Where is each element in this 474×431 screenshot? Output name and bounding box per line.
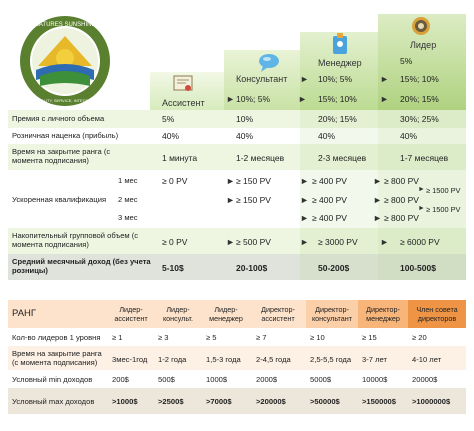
certificate-icon [172,74,194,94]
cell-value: ≥ 20 [412,333,427,342]
cell-value: >20000$ [256,397,286,406]
arrow-icon: ► [373,213,382,223]
cell-value: 3мес-1год [112,355,148,364]
cell-value: 40% [162,131,180,141]
cell-value: 5000$ [310,375,332,384]
stair-value: 10%; 5% [236,94,271,104]
row-label: Накопительный групповой объем (с момента подписания) [12,231,139,249]
level-assistant: Ассистент [162,98,205,108]
arrow-icon: ► [298,94,307,104]
rank-label: РАНГ [12,308,37,319]
arrow-icon: ► [418,186,425,193]
cell-value: >1000000$ [412,397,451,406]
svg-text:NATURES SUNSHINE: NATURES SUNSHINE [34,22,96,28]
arrow-icon: ► [300,213,309,223]
stair-value: 10%; 5% [318,74,353,84]
cell-value: >150000$ [362,397,396,406]
arrow-icon: ► [418,205,425,212]
cell-value: 20-100$ [236,263,268,273]
cell-value: 1-2 месяцев [236,153,285,163]
arrow-icon: ► [300,176,309,186]
cell-value: ≥ 800 PV [384,176,419,186]
rank-header: Лидер-менеджер [209,305,243,323]
natures-sunshine-logo [18,14,112,108]
cell-value: 20000$ [412,375,438,384]
cell-value: 2-3 месяцев [318,153,367,163]
cell-value: 100-500$ [400,263,436,273]
cell-value: 5-10$ [162,263,184,273]
cell-value: ≥ 500 PV [236,237,271,247]
cell-value: 1000$ [206,375,228,384]
cell-value: 5% [162,114,175,124]
cell-value: 1 минута [162,153,198,163]
cell-value: ≥ 400 PV [312,176,347,186]
arrow-icon: ► [226,237,235,247]
cell-value: 3-7 лет [362,355,387,364]
cell-value: ≥ 5 [206,333,217,342]
month-label: 1 мес [118,176,138,185]
cell-value: ≥ 10 [310,333,325,342]
rank-header: Лидер-консульт. [162,305,194,323]
rank-header: Директор-менеджер [366,305,400,323]
cell-value: ≥ 3 [158,333,169,342]
rank-header: Член совета директоров [416,305,458,323]
id-badge-icon [332,33,348,55]
rank-header: Лидер-ассистент [114,305,148,323]
stair-value: 5% [400,56,413,66]
cell-value: 2000$ [256,375,278,384]
cell-value: 1-7 месяцев [400,153,449,163]
speech-bubble-icon [257,53,281,73]
cell-value: 10% [236,114,254,124]
row-label: Премия с личного объема [12,114,105,123]
rank-header: Директор-ассистент [261,305,295,323]
cell-value: ≥ 0 PV [162,176,188,186]
cell-value: >50000$ [310,397,340,406]
cell-value: ≥ 15 [362,333,377,342]
month-label: 2 мес [118,195,138,204]
arrow-icon: ► [373,176,382,186]
row-label: Ускоренная квалификация [12,195,107,204]
cell-value: 40% [236,131,254,141]
cell-value: 40% [400,131,418,141]
cell-value: ≥ 6000 PV [400,237,440,247]
cell-value: ≥ 1500 PV [426,205,461,214]
row-label: Время на закрытие ранга (с момента подписания) [12,349,102,367]
cell-value: ≥ 7 [256,333,267,342]
arrow-icon: ► [300,74,309,84]
cell-value: ≥ 800 PV [384,213,419,223]
stair-value: 20%; 15% [400,94,439,104]
arrow-icon: ► [226,94,235,104]
cell-value: ≥ 150 PV [236,195,271,205]
gear-badge-icon [410,15,432,37]
cell-value: ≥ 400 PV [312,195,347,205]
arrow-icon: ► [300,237,309,247]
cell-value: 4-10 лет [412,355,442,364]
arrow-icon: ► [380,74,389,84]
cell-value: 40% [318,131,336,141]
row-label: Условный max доходов [12,397,95,406]
cell-value: 1-2 года [158,355,187,364]
cell-value: >7000$ [206,397,232,406]
row-label: Розничная наценка (прибыль) [12,131,119,140]
cell-value: ≥ 3000 PV [318,237,358,247]
row-label: Средний месячный доход (без учета розницы) [12,257,151,275]
rank-header: Директор-консультант [311,305,353,323]
arrow-icon: ► [226,195,235,205]
cell-value: 200$ [112,375,129,384]
arrow-icon: ► [380,94,389,104]
cell-value: 30%; 25% [400,114,439,124]
svg-text:QUALITY, SERVICE, INTEGRITY: QUALITY, SERVICE, INTEGRITY [35,98,95,103]
row-label: Условный min доходов [12,375,93,384]
cell-value: ≥ 400 PV [312,213,347,223]
cell-value: >2500$ [158,397,184,406]
level-leader: Лидер [410,40,437,50]
stair-value: 15%; 10% [318,94,357,104]
cell-value: 2,5-5,5 года [310,355,352,364]
cell-value: ≥ 0 PV [162,237,188,247]
level-consultant: Консультант [236,74,288,84]
cell-value: ≥ 150 PV [236,176,271,186]
cell-value: 1,5-3 года [206,355,241,364]
cell-value: 20%; 15% [318,114,357,124]
row-label: Время на закрытие ранга (с момента подписания) [12,147,111,165]
cell-value: ≥ 800 PV [384,195,419,205]
cell-value: 2-4,5 года [256,355,291,364]
arrow-icon: ► [380,237,389,247]
level-manager: Менеджер [318,58,362,68]
arrow-icon: ► [300,195,309,205]
cell-value: 500$ [158,375,175,384]
cell-value: >1000$ [112,397,138,406]
arrow-icon: ► [226,176,235,186]
month-label: 3 мес [118,213,138,222]
cell-value: 10000$ [362,375,388,384]
cell-value: ≥ 1500 PV [426,186,461,195]
cell-value: 50-200$ [318,263,350,273]
row-label: Кол-во лидеров 1 уровня [12,333,101,342]
stair-value: 15%; 10% [400,74,439,84]
cell-value: ≥ 1 [112,333,123,342]
arrow-icon: ► [373,195,382,205]
